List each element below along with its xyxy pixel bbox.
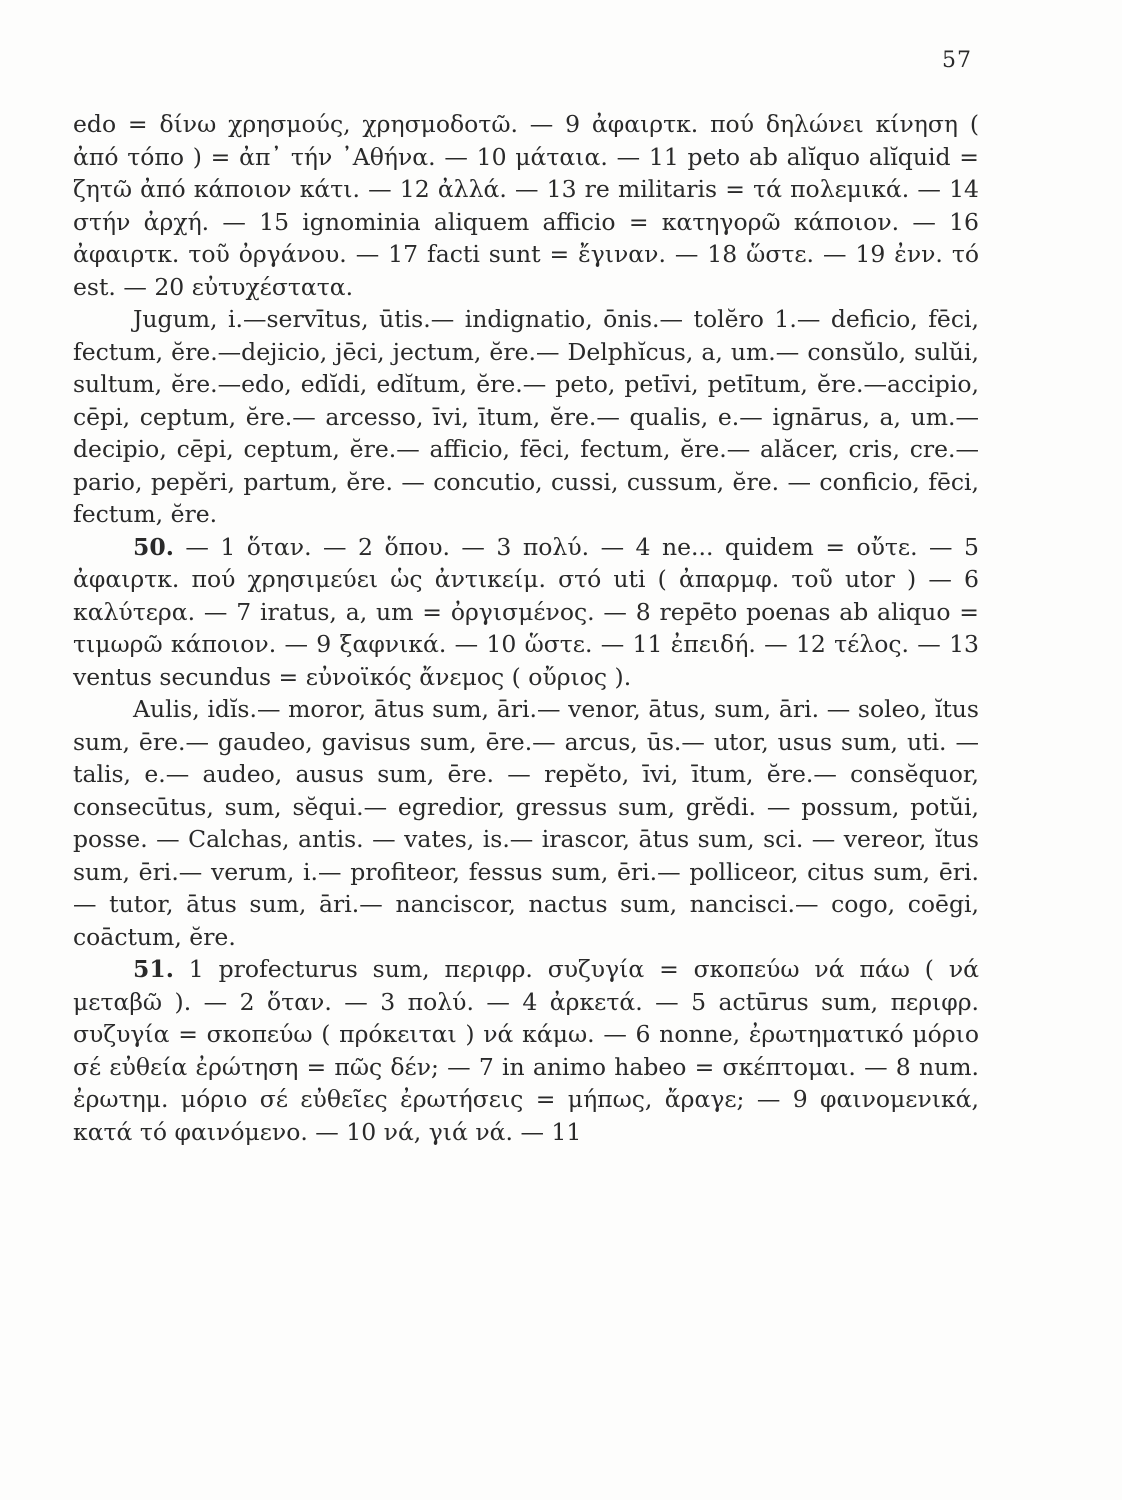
lesson-50-notes — [73, 531, 979, 694]
notes-paragraph-49: edo = δίνω χρησμούς, χρησμοδοτῶ. — 9 ἀφαιρτκ. πού δηλώνει κίνηση ( ἀπό τόπο ) = ἀπ᾽ τήν ᾽Αθήνα. — 10 μάταια. — 11 peto ab alĭquo alĭquid = ζητῶ ἀπό κάποιον κάτι. — 12 ἀλλά. — 13 re militaris = τά πολεμικά. — 14 στήν ἀρχή. — 15 ignominia aliquem afficio = κατηγορῶ κάποιον. — 16 ἀφαιρτκ. τοῦ ὀργάνου. — 17 facti sunt = ἔγιναν. — 18 ὥστε. — 19 ἐνν. τό est. — 20 εὐτυχέστατα. — [73, 110, 979, 301]
notes-paragraph-50: — 1 ὅταν. — 2 ὅπου. — 3 πολύ. — 4 ne... quidem = οὔτε. — 5 ἀφαιρτκ. πού χρησιμεύει ὡς ἀντικείμ. στό uti ( ἀπαρμφ. τοῦ utor ) — 6 καλύτερα. — 7 iratus, a, um = ὀργισμένος. — 8 repēto poenas ab aliquo = τιμωρῶ κάποιον. — 9 ξαφνικά. — 10 ὥστε. — 11 ἐπειδή. — 12 τέλος. — 13 ventus secundus = εὐνοϊκός ἄνεμος ( οὔριος ). — [73, 532, 979, 691]
notes-paragraph-51: 1 profecturus sum, περιφρ. συζυγία = σκοπεύω νά πάω ( νά μεταβῶ ). — 2 ὅταν. — 3 πολύ. — 4 ἀρκετά. — 5 actūrus sum, περιφρ. συζυγία = σκοπεύω ( πρόκειται ) νά κάμω. — 6 nonne, ἐρωτηματικό μόριο σέ εὐθεία ἐρώτηση = πῶς δέν; — 7 in animo habeo = σκέπτομαι. — 8 num. ἐρωτημ. μόριο σέ εὐθεῖες ἐρωτήσεις = μήπως, ἄραγε; — 9 φαινομενικά, κατά τό φαινόμενο. — 10 νά, γιά νά. — 11 — [73, 955, 979, 1146]
page-number: 57 — [942, 48, 972, 73]
vocabulary-paragraph-50: Aulis, idĭs.— moror, ātus sum, āri.— venor, ātus, sum, āri. — soleo, ĭtus sum, ēre.— gaudeo, gavisus sum, ēre.— arcus, ūs.— utor, usus sum, uti. — talis, e.— audeo, ausus sum, ēre. — repĕto, īvi, ītum, ĕre.— consĕquor, consecūtus, sum, sĕqui.— egredior, gressus sum, grĕdi. — possum, potŭi, posse. — Calchas, antis. — vates, is.— irascor, ātus sum, sci. — vereor, ĭtus sum, ēri.— verum, i.— profiteor, fessus sum, ēri.— polliceor, citus sum, ēri.— tutor, ātus sum, āri.— nanciscor, nactus sum, nancisci.— cogo, coēgi, coāctum, ĕre. — [73, 695, 979, 951]
lesson-number-50: 50. — [133, 532, 174, 561]
vocabulary-paragraph-49: Jugum, i.—servītus, ūtis.— indignatio, ōnis.— tolĕro 1.— deficio, fēci, fectum, ĕre.—dejicio, jēci, jectum, ĕre.— Delphĭcus, a, um.— consŭlo, sulŭi, sultum, ĕre.—edo, edĭdi, edĭtum, ĕre.— peto, petīvi, petītum, ĕre.—accipio, cēpi, ceptum, ĕre.— arcesso, īvi, ītum, ĕre.— qualis, e.— ignārus, a, um.— decipio, cēpi, ceptum, ĕre.— afficio, fēci, fectum, ĕre.— alăcer, cris, cre.— pario, pepĕri, partum, ĕre. — concutio, cussi, cussum, ĕre. — conficio, fēci, fectum, ĕre. — [73, 305, 979, 528]
page-body — [73, 108, 979, 1148]
lesson-51-notes — [73, 953, 979, 1148]
lesson-number-51: 51. — [133, 955, 174, 983]
